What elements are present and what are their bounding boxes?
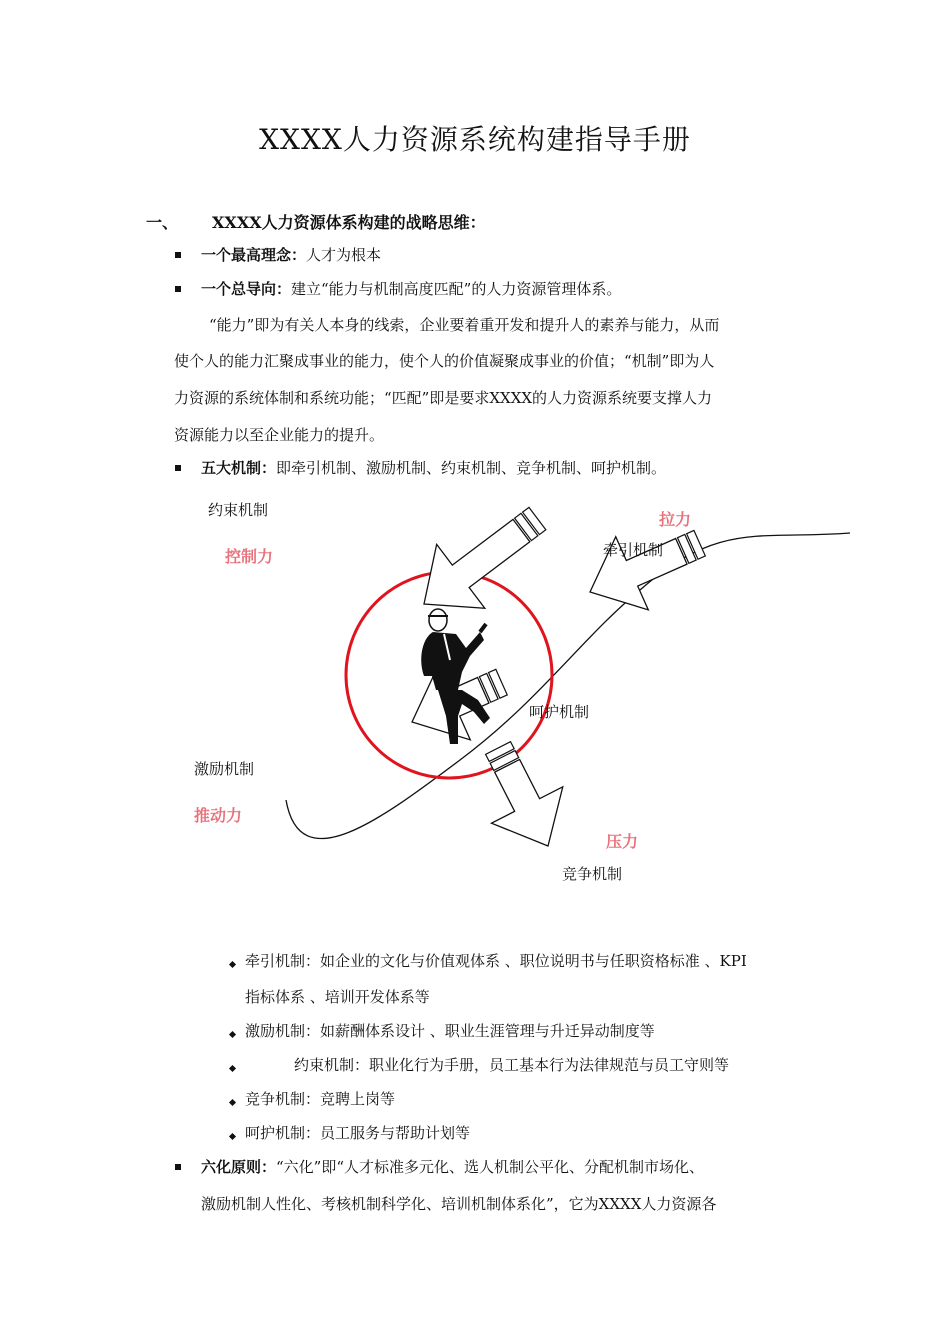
paragraph-line: 使个人的能力汇聚成事业的能力，使个人的价值凝聚成事业的价值；“机制”即为人 [174, 352, 715, 370]
six-principles-label: 六化原则： [201, 1158, 277, 1176]
page-title: XXXX人力资源系统构建指导手册 [259, 123, 691, 156]
six-principles-line1: “六化”即“人才标准多元化、选人机制公平化、分配机制市场化、 [276, 1158, 705, 1176]
six-principles-item [201, 1156, 704, 1177]
label-competition: 竞争机制 [562, 865, 623, 883]
force-pull: 拉力 [659, 510, 692, 529]
concept-label: 一个最高理念： [201, 246, 307, 264]
traction-arrow [574, 507, 716, 629]
mechanisms-label: 五大机制： [201, 459, 277, 477]
force-control: 控制力 [225, 547, 274, 566]
list-item: 约束机制：职业化行为手册，员工基本行为法律规范与员工守则等 [294, 1056, 730, 1074]
bullet-square-icon [175, 1164, 181, 1170]
constraint-arrow [400, 487, 562, 636]
force-pressure: 压力 [606, 832, 639, 851]
competition-arrow [462, 730, 583, 864]
paragraph-line: “能力”即为有关人本身的线索，企业要着重开发和提升人的素养与能力，从而 [209, 316, 720, 334]
label-protection: 呵护机制 [529, 703, 590, 721]
concept-text: 人才为根本 [306, 246, 382, 264]
list-item: 竞争机制：竞聘上岗等 [245, 1090, 396, 1108]
orientation-text: 建立“能力与机制高度匹配”的人力资源管理体系。 [291, 280, 622, 298]
paragraph-line: 资源能力以至企业能力的提升。 [174, 426, 385, 444]
label-incentive: 激励机制 [194, 760, 255, 778]
force-push: 推动力 [194, 806, 243, 825]
growth-curve [286, 533, 850, 839]
section-heading: XXXX人力资源体系构建的战略思维： [212, 213, 486, 232]
list-item: 激励机制：如薪酬体系设计 、职业生涯管理与升迁异动制度等 [245, 1022, 655, 1040]
orientation-label: 一个总导向： [201, 280, 292, 298]
paragraph-line: 力资源的系统体制和系统功能；“匹配”即是要求XXXX的人力资源系统要支撑人力 [174, 389, 713, 407]
section-number: 一、 [146, 213, 179, 232]
list-item: 指标体系 、培训开发体系等 [245, 988, 430, 1006]
list-item: 牵引机制：如企业的文化与价值观体系 、职位说明书与任职资格标准 、KPI [245, 952, 747, 970]
mechanisms-text: 即牵引机制、激励机制、约束机制、竞争机制、呵护机制。 [276, 459, 667, 477]
list-item: 呵护机制：员工服务与帮助计划等 [245, 1124, 471, 1142]
six-principles-line2: 激励机制人性化、考核机制科学化、培训机制体系化”，它为XXXX人力资源各 [201, 1195, 717, 1213]
label-traction: 牵引机制 [603, 541, 664, 559]
label-constraint: 约束机制 [208, 501, 269, 519]
